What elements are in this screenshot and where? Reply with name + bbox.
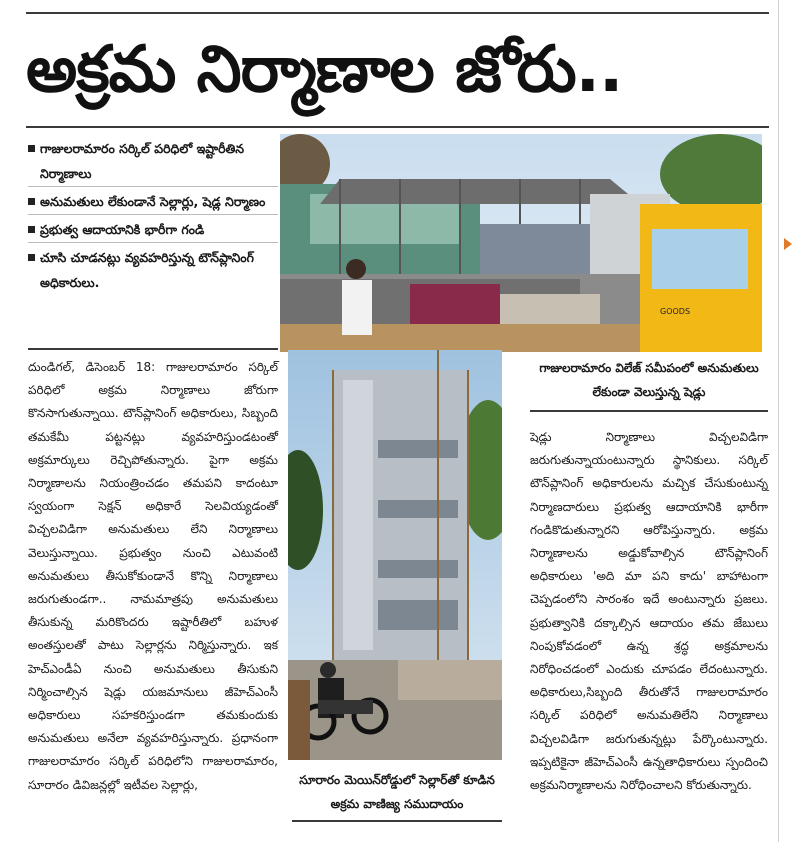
highlight-text: చూసి చూడనట్లు వ్యవహరిస్తున్న టౌన్‌ప్లానింగ్ అధికారులు. [40,250,254,290]
highlight-text: గాజులరామారం సర్కిల్ పరిధిలో ఇష్టారీతిన నిర్మాణాలు [40,141,245,181]
page-edge-rule [778,0,779,842]
article-paragraph: షెడ్లు నిర్మాణాలు విచ్చలవిడిగా జరుగుతున్నాయంటున్నారు స్థానికులు. సర్కిల్ టౌన్‌ప్లానింగ్ అధికారులను మచ్చిక చేసుకుంటున్న నిర్మాణదారులు ప్రభుత్వ ఆదాయానికి భారీగా గండికొడుతున్నారని ఆరోపిస్తున్నారు. అక్రమ నిర్మాణాలను అడ్డుకోవాల్సిన టౌన్‌ప్లానింగ్ అధికారులు 'అది మా పని కాదు' బాహాటంగా చెప్పడంలోని సారంశం ఇదే అంటున్నారు ప్రజలు. ప్రభుత్వానికి దక్కాల్సిన ఆదాయం తమ జేబులు నింపుకోవడంలో ఉన్న శ్రద్ధ అక్రమాలను నిరోధించడంలో ఎందుకు చూపడం లేదంటున్నారు. అధికారులు,సిబ్బంది తీరుతోనే గాజులరామారం సర్కిల్ పరిధిలో అనుమతిలేని నిర్మాణాలు విచ్చలవిడిగా జరుగుతున్నట్లు పేర్కొంటున్నారు. ఇప్పటికైనా జీహెచ్ఎంసీ ఉన్నతాధికారులు స్పందించి అక్రమనిర్మాణాలను నిరోధించాలని కోరుతున్నారు. [530,430,768,793]
headline-rule [26,126,769,128]
photo-caption-right: గాజులరామారం విలేజ్ సమీపంలో అనుమతులు లేకుండా వెలుస్తున్న షెడ్లు [539,361,759,399]
caption-rule [292,820,502,822]
top-rule [26,12,769,14]
bullet-square-icon [28,254,35,261]
highlight-item [28,186,278,214]
bullet-square-icon [28,226,35,233]
page-turn-arrow-icon [784,238,792,250]
highlights-box [28,134,278,295]
photo-caption-bottom: సూరారం మెయిన్‌రోడ్డులో సెల్లార్‌తో కూడిన అక్రమ వాణిజ్య సముదాయం [299,773,495,811]
bullet-square-icon [28,198,35,205]
article-body-left [28,356,278,797]
highlight-item [28,214,278,242]
bullet-square-icon [28,145,35,152]
highlight-text: ప్రభుత్వ ఆదాయానికి భారీగా గండి [40,222,205,237]
rickshaw-sign-text: GOODS [660,307,691,316]
highlight-item [28,134,278,186]
article-paragraph: దుండిగల్, డిసెంబర్ 18: గాజులరామారం సర్కిల్ పరిధిలో అక్రమ నిర్మాణాలు జోరుగా కొనసాగుతున్నాయి. టౌన్‌ప్లానింగ్ అధికారులు, సిబ్బంది తమకేమీ పట్టనట్లు వ్యవహరిస్తుండటంతో అక్రమార్కులు రెచ్చిపోతున్నారు. పైగా అక్రమ నిర్మాణాలను నియంత్రించడం తమపని కాదంటూ స్వయంగా సెక్షన్ అధికారే సెలవియ్యడంతో విచ్చలవిడిగా అనుమతులు లేని నిర్మాణాలు వెలుస్తున్నాయి. ప్రభుత్వం నుంచి ఎటువంటి అనుమతులు తీసుకోకుండానే కొన్ని నిర్మాణాలు జరుగుతుండగా.. నామమాత్రపు అనుమతులు తీసుకున్న మరికొందరు ఇష్టారీతిలో బహుళ అంతస్తులతో పాటు సెల్లార్లను నిర్మిస్తున్నారు. ఇక హెచ్ఎండీఏ నుంచి అనుమతులు తీసుకుని నిర్మించాల్సిన షెడ్లు యజమానులు జీహెచ్ఎంసీ అధికారులు సహకరిస్తుండగా తమకుందుకు అనుమతులు అనేలా వ్యవహరిస్తున్నారు. ప్రధానంగా గాజులరామారం సర్కిల్ పరిధిలోని గాజులరామారం, సూరారం డివిజన్లల్లో ఇటీవల సెల్లార్లు, [28,360,278,792]
highlights-rule [28,348,278,350]
headline: అక్రమ నిర్మాణాల జోరు.. [26,33,623,107]
photo-commercial-building [288,350,502,760]
photo-sheds-construction [280,134,762,352]
caption-rule [530,410,768,412]
highlight-item [28,242,278,295]
article-body-right [530,426,768,797]
highlight-text: అనుమతులు లేకుండానే సెల్లార్లు, షెడ్ల నిర్మాణం [40,194,266,209]
